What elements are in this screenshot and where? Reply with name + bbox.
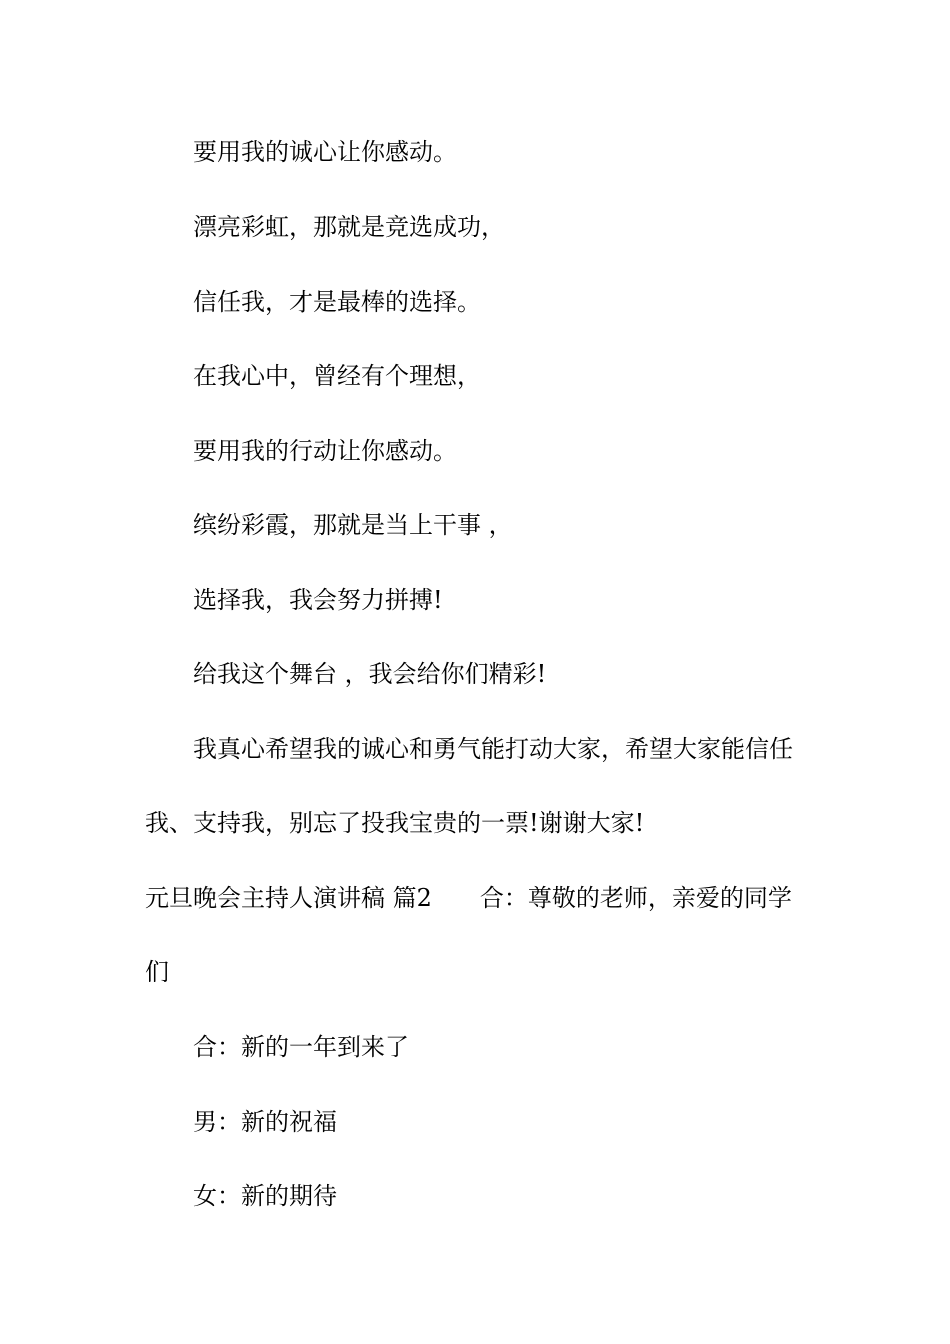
- paragraph-first-line: 我真心希望我的诚心和勇气能打动大家，希望大家能信任: [193, 735, 793, 763]
- section-heading-continuation: 们: [145, 958, 169, 986]
- dialogue-line: 女：新的期待: [193, 1182, 337, 1210]
- text-line: 在我心中，曾经有个理想，: [193, 362, 481, 390]
- text-line: 信任我，才是最棒的选择。: [193, 288, 481, 316]
- section-heading-line: 元旦晚会主持人演讲稿 篇2 合：尊敬的老师，亲爱的同学: [145, 884, 792, 912]
- text-line: 要用我的诚心让你感动。: [193, 138, 457, 166]
- text-line: 选择我，我会努力拼搏!: [193, 586, 443, 614]
- text-line: 缤纷彩霞，那就是当上干事 ，: [193, 511, 513, 539]
- dialogue-line: 合：新的一年到来了: [193, 1033, 409, 1061]
- text-line: 漂亮彩虹，那就是竞选成功，: [193, 213, 505, 241]
- dialogue-line: 男：新的祝福: [193, 1108, 337, 1136]
- text-line: 要用我的行动让你感动。: [193, 437, 457, 465]
- paragraph-continuation-line: 我、支持我，别忘了投我宝贵的一票!谢谢大家!: [145, 809, 645, 837]
- text-line: 给我这个舞台 ，我会给你们精彩!: [193, 660, 547, 688]
